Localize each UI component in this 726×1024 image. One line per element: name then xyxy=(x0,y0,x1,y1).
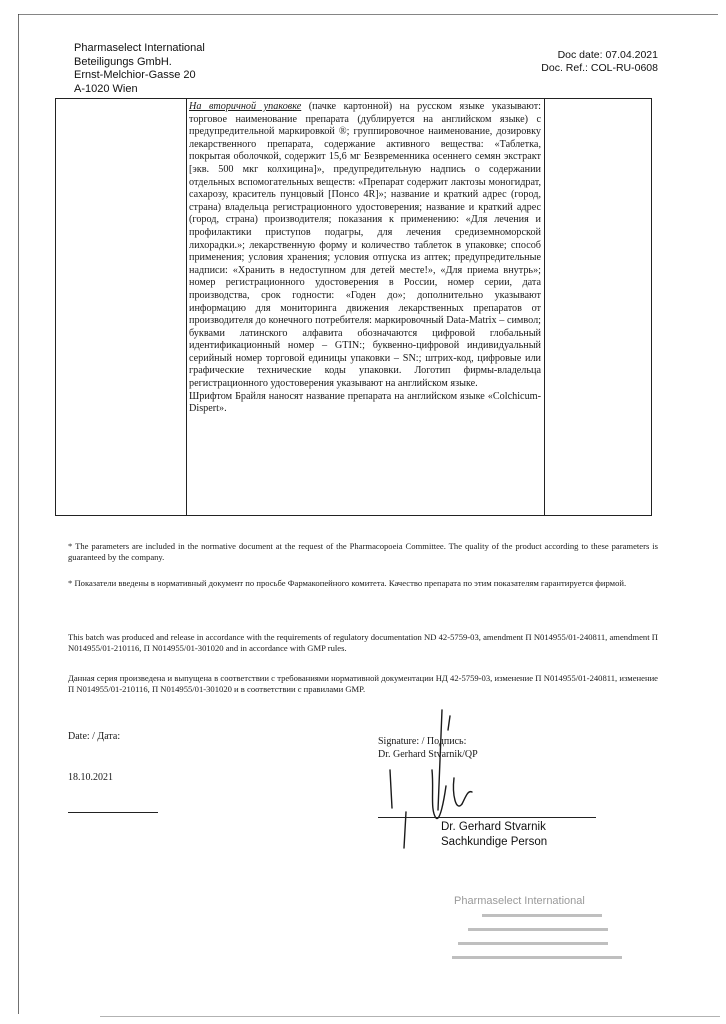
doc-ref: Doc. Ref.: COL-RU-0608 xyxy=(541,62,658,74)
stamp-smudge xyxy=(452,956,622,959)
batch-release-en xyxy=(68,632,658,654)
signature-stroke xyxy=(438,710,442,810)
signature-stroke xyxy=(448,716,450,730)
packaging-paragraph xyxy=(189,101,541,391)
braille-paragraph: Шрифтом Брайля наносят название препарата на английском языке «Colchicum-Dispert». xyxy=(189,390,541,415)
note-text: * Показатели введены в нормативный документ по просьбе Фармакопейного комитета. Качество препарата по этим показателям гарантируется фирмой. xyxy=(68,578,627,588)
signature-stroke xyxy=(453,778,462,806)
batch-release-ru xyxy=(68,673,658,695)
stamp-smudge xyxy=(468,928,608,931)
scan-edge-left xyxy=(18,14,19,1014)
company-name-line: Beteiligungs GmbH. xyxy=(74,55,172,68)
table-divider xyxy=(186,99,187,515)
company-street: Ernst-Melchior-Gasse 20 xyxy=(74,69,196,81)
signature-stroke xyxy=(462,792,472,804)
packaging-requirements-cell xyxy=(189,101,541,416)
scan-edge-bottom xyxy=(100,1016,720,1017)
company-city: A-1020 Wien xyxy=(74,82,138,95)
signer-line: Dr. Gerhard Stvarnik/QP xyxy=(378,749,478,760)
table-divider xyxy=(544,99,545,515)
signature-stroke xyxy=(390,770,392,808)
document-reference xyxy=(541,49,658,75)
date-label: Date: / Дата: xyxy=(68,731,121,742)
date-underline xyxy=(68,812,158,813)
parameter-note-en xyxy=(68,541,658,563)
parameter-note-ru xyxy=(68,578,658,589)
signer-stamp xyxy=(441,820,547,849)
secondary-packaging-heading: На вторичной упаковке xyxy=(189,101,302,112)
company-name-line: Pharmaselect International xyxy=(74,42,205,54)
specification-table xyxy=(55,98,652,516)
stamp-name: Dr. Gerhard Stvarnik xyxy=(441,821,546,833)
batch-text: Данная серия произведена и выпущена в соответствии с требованиями нормативной документации НД 42-5759-03, изменение П N014955/01-240811, изменение П N014955/01-210116, П N014955/01-301020 и в соответствии с правилами GMP. xyxy=(68,673,658,694)
date-value: 18.10.2021 xyxy=(68,772,113,783)
company-address xyxy=(74,42,205,96)
signature-label: Signature: / Подпись: xyxy=(378,736,467,747)
packaging-text: (пачке картонной) на русском языке указывают: торговое наименование препарата (дублируется на английском языке) с предупредительной маркировкой ®; группировочное наименование, дозировку лекарственного препарата, содержание активного вещества: «Таблетка, покрытая оболочкой, содержит 15,6 мг Безвременника осеннего семян экстракт [экв. 500 мкг колхицина]», предупредительную надпись о содержании отдельных вспомогательных веществ: «Препарат содержит лактозы моногидрат, сахарозу, краситель пунцовый [Понсо 4R]»; название и краткий адрес (город, страна) владельца регистрационного удостоверения; название и краткий адрес (город, страна) производителя; показания к применению: «Для лечения и профилактики приступов подагры, для лечения средиземноморской лихорадки.»; лекарственную форму и количество таблеток в упаковке; способ применения; условия хранения; условия отпуска из аптек; предупредительные надписи: «Хранить в недоступном для детей месте!», «Для приема внутрь»; номер регистрационного удостоверения в России, номер серии, дата производства, срок годности: «Годен до»; дополнительно указывают информацию для мониторинга движения лекарственных препаратов от производителя до конечного потребителя: маркировочный Data-Matrix – символ; буквами латинского алфавита обозначаются цифровой глобальный идентификационный номер – GTIN:; буквенно-цифровой индивидуальный серийный номер торговой единицы упаковки – SN:; штрих-код, цифровые или графические технические коды упаковки. Логотип фирмы-владельца регистрационного удостоверения указывают на английском языке. xyxy=(189,101,542,390)
doc-date: Doc date: 07.04.2021 xyxy=(557,49,658,61)
stamp-text: Pharmaselect International xyxy=(454,895,585,907)
stamp-smudge xyxy=(482,914,602,917)
signature-underline xyxy=(378,817,596,818)
company-stamp xyxy=(448,890,638,970)
stamp-smudge xyxy=(458,942,608,945)
scan-edge-top xyxy=(18,14,718,15)
stamp-title: Sachkundige Person xyxy=(441,835,548,848)
batch-text: This batch was produced and release in accordance with the requirements of regulatory documentation ND 42-5759-03, amendment П N014955/01-240811, amendment П N014955/01-210116, П N014955/01-301020 and in accordance with GMP rules. xyxy=(68,632,658,653)
note-text: * The parameters are included in the normative document at the request of the Pharmacopoeia Committee. The quality of the product according to these parameters is guaranteed by the company. xyxy=(68,541,658,562)
